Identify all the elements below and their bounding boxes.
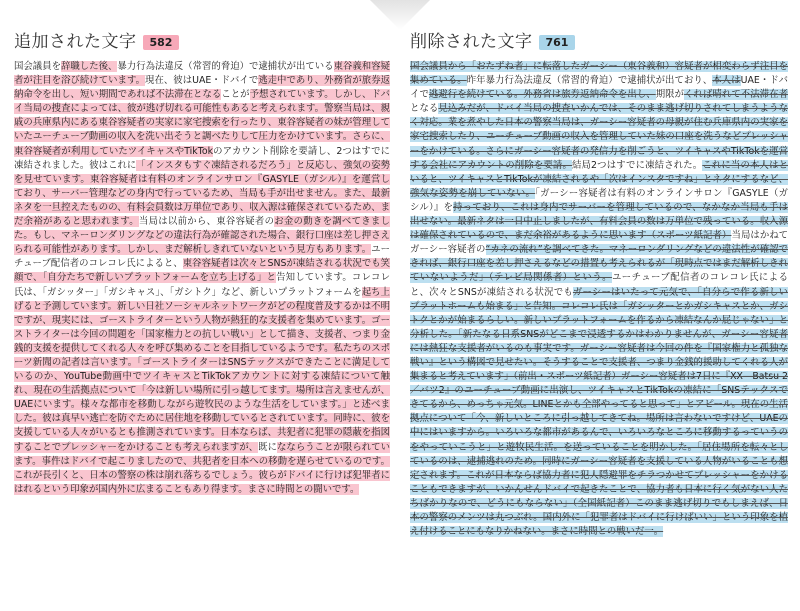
added-text-segment: 起ち上げると予測しています。新しい日社ソーシャルネットワークがどの程度普及するかは不明ですが、現実には、ゴーストライターという人物が熱狂的な支援者を集めています。ゴーストライターは今回の問題を「国家権力との抗しい戦い」として描き、支援者、つまり金銭的支援を提供してくれる人々を呼び集めることを目指しているようです。私たちのスポーツ新聞の記者は言います。「ゴーストライターはSNSテックスができたことに満足しているのか、YouTube動画中でツイキャスとTikTokアカウントに対する凍結について触れ、現在の生活拠点について「今は新しい場所に引っ越してます。場所は言えませんが、UAEにいます。様々な都市を移動しながら遊牧民のような生活をしています。」と述べました。: [14, 286, 390, 425]
unchanged-text-segment: UAE・ドバイで: [410, 75, 788, 101]
deleted-text-segment: これに当の本人はといると、ツイキャスとTikTokが凍結されるや「次はインスタですね」とネタにするなど、強気な姿勢を崩していない。: [410, 159, 788, 199]
deleted-text-segment: 逃避行を続けている。外務省は旅券返納命令を出し、: [428, 89, 656, 101]
added-text-segment: 逃走中であり、外務省が旅券返納命令を出し、短い期間であれば不法滞在となる: [14, 75, 390, 101]
added-text-segment: なならうことが限られています。事件はドバイで起こりましたので、共犯者を日本への移動を遅らせているのです。これが長引くと、日本の警察の株は崩れ落ちるでしょう。彼らがドバイに行けば犯罪者にはれるという印象が国内外に広まることもあり得ます。まさに時間との闘いです。: [14, 441, 390, 495]
unchanged-text-segment: 昨年暴力行為法違反（常習的脅迫）で逮捕状が出ており、: [466, 75, 713, 87]
deleted-text-segment: と告知。コレコレ氏は「ガシッターとかガシキャスとか、ガシトクとかが始まるらしい。新しいプラットフォームを作るから凍結なんか屁じゃない」と分析した。「新たなる日系SNSがどこまで浸透するかはわかりませんが、ガーシー容疑者には熱狂な支援者がいるのも事実です。ガーシー容疑者は今回の件を『国家権力と孤独な戦い』という構図で見せたい。そうすることで支援者、つまり金銭的援助してくれる人が集まると考えています」（前出・スポーツ紙記者）ガーシー容疑者は7日に『XX―Batsu 2／バツ2』のユーチューブ動画に出演し、ツイキャスとTikTokの凍結に「SNSテックスできてるから、めっちゃ元気。LINEとかも全部やってると思って」とアピール。現在の生活拠点について「今、新しいところに引っ越してきてね。場所は言わないですけど、UAEの中にはいますから。いろいろな都市があるんで、いろいろなところに移動するっていうのをやっていこうと」と遊牧民生活。: [410, 300, 788, 453]
unchanged-text-segment: 告知しています。コレコレ氏は、「ガシッター」「ガシキャス」、「ガシトク」など、新しいプラットフォームを: [14, 272, 391, 298]
added-text-segment: 東谷容疑者は次々とSNSが凍結される状況でも笑顔で、「自分たちで新しいプラットフォームを立ち上げる」と: [14, 258, 390, 284]
deleted-text-segment: 見込みだが: [438, 103, 486, 115]
unchanged-text-segment: 既に: [258, 441, 278, 453]
deleted-count-badge: 761: [539, 35, 576, 50]
deleted-text-segment: 国会議員から「おたずね者」に転落したガーシー（東谷義和）容疑者が相変わらず注目を集めている。: [410, 61, 788, 87]
added-text-segment: 「インスタもすぐ凍結されるだろう」と反応し、強気の姿勢を見せています。東谷容疑者は: [14, 159, 390, 185]
deleted-text-segment: 本人は: [712, 75, 741, 87]
unchanged-text-segment: 「ガーシー容疑者は有料のオンラインサロン『GASYLE（ガシル）』を: [410, 187, 788, 213]
added-text-segment: 東谷義和容疑者が注目を浴び続けています。: [14, 61, 390, 87]
added-text-segment: お金の動きを調べてきました。もし、マネーロンダリングなどの違法行為が確認された場合、銀行口座は差し押さえられる可能性があります。しかし、まだ解析しきれていないという見方もあります。: [14, 216, 390, 256]
added-header: [14, 0, 390, 52]
deleted-text-segment: （スポーツ紙記者）: [646, 230, 732, 242]
deleted-text-segment: “カネの流れ”: [485, 244, 543, 256]
deleted-text-segment: ガーシーはいたって元気で、「自分らで作る新しいプラットホームも始まる」: [410, 286, 788, 312]
deleted-header: [410, 0, 788, 52]
unchanged-text-segment: 結局2つはすでに凍結された。: [571, 159, 703, 171]
unchanged-text-segment: 当局は以前から、東谷容疑者の: [138, 216, 275, 228]
unchanged-text-segment: 国会議員を: [14, 61, 61, 72]
added-text-segment: 有料のオンラインサロン『GASYLE（ガシル）』を運営しており、サーバー管理などの身内で行っているため、当局も手が出せません。また、最新ネタを一旦控えたものの、有料会員数は万単位であり、収入源は確保されているため、まだ余裕があると思われます。: [14, 173, 390, 228]
deleted-title: 削除された文字: [410, 32, 533, 52]
unchanged-text-segment: のアカウント削除を要請し、2つはすでに凍結されました。彼はこれに: [14, 145, 390, 171]
added-text-segment: 辞職した後、: [61, 61, 118, 72]
added-text-pane: [14, 0, 390, 497]
deleted-text-segment: 持っており、これは身内でサーバーを管理しているので、なかなか当局も手は出せない。最新ネタは一日中止しましたが、有料会員の数は万単位で残っている。収入源は確保されているので、まだ余裕があるように思います: [410, 201, 788, 242]
deleted-text-segment: を調べてきた。マネーロンダリングなどの違法性が確認できれば、銀行口座を差し押さえるなどの措置も考えられるが「現時点ではまだ解析しきれていないようだ」（テレビ局関係者）という。: [410, 244, 788, 284]
deleted-text-body: [410, 60, 788, 539]
added-text-body: [14, 60, 390, 497]
unchanged-text-segment: ユーチューブ配信者のコレコレ氏によると、: [14, 244, 390, 270]
added-text-segment: 予想されています。しかし、ドバイ当局の捜査によっては、彼が逃げ切れる可能性もあると考えられます。警察当局は、親戚の兵庫県内にある東谷容疑者の実家に家宅捜索を行ったり、東谷容疑者の妹が管理していたユーチューブ動画の収入を洗い出そうと調べたりして圧力をかけています。さらに、東谷容疑者が利用していたツイキャスやTikTok: [14, 89, 390, 157]
added-text-segment: 彼は真早い逃亡を防ぐために居住地を移動しているとされています。同時に、彼を支援している人々がいるとも推測されています。日本ならば、共犯者に犯罪の隠蔽を指図することでプレッシャーをかけることも考えられますが、: [14, 413, 390, 453]
unchanged-text-segment: 暴力行為法違反（常習的脅迫）で逮捕状が出ている: [117, 61, 334, 72]
deleted-text-segment: くれば晴れて不法滞在者: [684, 89, 788, 101]
unchanged-text-segment: ことが: [221, 89, 250, 101]
deleted-text-segment: を送っていることを明かした。「居住場所を転々としているのは、逮捕逃れのため。同時にガーシー容疑者を支援している人物がいることも想定されます。これが日本ならば協力者に犯人隠避罪をチラつかせてプレッシャーをかけることもできますが、いかんせんドバイで起きたことで、協力者も日本に行く気がない人たちばかりなので、どうにもならない」（全国紙記者）このまま逃げ切りでもしまえば、日本の警察のメンツは丸つぶれ。国内外に「犯罪者はドバイに行けばいい」という印象を植え付けることにもなりかねない。まさに時間との戦いだ一。: [410, 441, 788, 538]
deleted-text-pane: [410, 0, 788, 539]
unchanged-text-segment: ユーチューブ配信者のコレコレ氏によると、次々とSNSが凍結される状況でも: [410, 272, 788, 298]
unchanged-text-segment: 現在、彼はUAE・ドバイで: [145, 75, 259, 87]
unchanged-text-segment: 当局はかねてガーシー容疑者の: [410, 230, 788, 256]
deleted-text-segment: 、ドバイ当局の捜査いかんでは、そのまま逃げ切りされてしまうようなく対応。業を煮やした日本の警察当局は、ガーシー容疑者の母親が住む兵庫県内の実家を家宅捜索したり、ユーチューブ動画の収入を管理していた妹の口座を洗うなどプレッシャーをかけている。さらにガーシー容疑者の発信力を削ごうと、ツイキャスやTikTokを運営する会社にアカウントの削除を要請。: [410, 103, 788, 171]
unchanged-text-segment: 期限が: [655, 89, 685, 101]
added-count-badge: 582: [143, 35, 180, 50]
unchanged-text-segment: となる: [410, 103, 439, 115]
added-title: 追加された文字: [14, 32, 137, 52]
